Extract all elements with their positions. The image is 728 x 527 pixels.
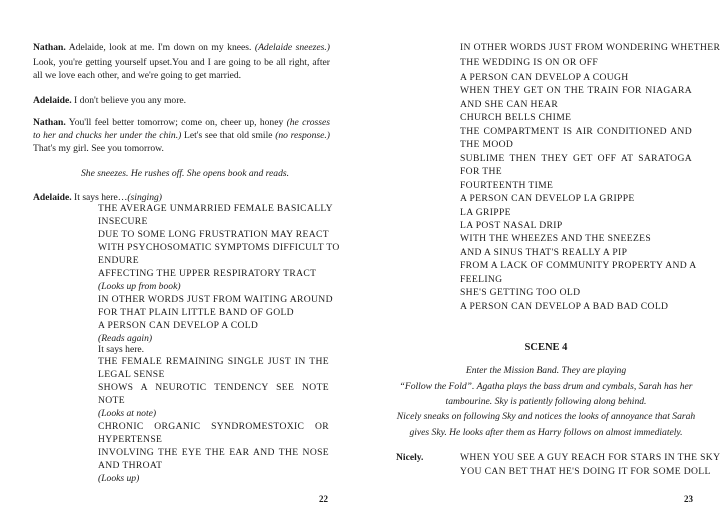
scene-heading: SCENE 4 (524, 342, 568, 353)
nathan-line-1 (33, 42, 330, 54)
lyric-line: FOURTEENTH TIME (460, 180, 554, 191)
scene-direction-line: Enter the Mission Band. They are playing (465, 365, 627, 376)
lyric-line: A PERSON CAN DEVELOP A BAD BAD COLD (460, 301, 669, 312)
lyric-line: A PERSON CAN DEVELOP A COUGH (460, 72, 629, 83)
right-page (364, 0, 728, 527)
scene-direction-line: tambourine. Sky is patiently following along behind. (445, 396, 647, 407)
lyric-line: LEGAL SENSE (98, 369, 165, 380)
stage-direction-inline: (Looks up from book) (98, 281, 181, 292)
lyric-line: SHOWS A NEUROTIC TENDENCY SEE NOTE (98, 382, 329, 393)
speaker-nathan: Nathan. (33, 117, 66, 128)
lyric-line: INVOLVING THE EYE THE EAR AND THE NOSE (98, 447, 329, 458)
stage-direction-inline: (he crosses (286, 117, 330, 128)
lyric-line: CHURCH BELLS CHIME (460, 112, 572, 123)
dialogue-text: Adelaide, look at me. I'm down on my knees. (65, 42, 252, 53)
lyric-line: SHE'S GETTING TOO OLD (460, 287, 581, 298)
page-number: 23 (684, 494, 693, 504)
lyric-line: LA POST NASAL DRIP (460, 220, 563, 231)
lyric-line: WITH THE WHEEZES AND THE SNEEZES (460, 233, 652, 244)
nathan2-line-3: That's my girl. See you tomorrow. (33, 143, 164, 154)
scene-direction-line: Nicely sneaks on following Sky and notices the looks of annoyance that Sarah (396, 411, 696, 422)
speaker-nicely: Nicely. (396, 452, 424, 463)
stage-direction-inline: (Adelaide sneezes.) (254, 42, 330, 53)
lyric-line: IN OTHER WORDS JUST FROM WONDERING WHETHER (460, 42, 721, 53)
lyric-line: THE FEMALE REMAINING SINGLE JUST IN THE (98, 356, 329, 367)
lyric-line: AND THROAT (98, 460, 163, 471)
lyric-line: THE COMPARTMENT IS AIR CONDITIONED AND (460, 126, 692, 137)
stage-direction-inline: (singing) (127, 192, 162, 203)
scene-direction-line: “Follow the Fold”. Agatha plays the bass drum and cymbals, Sarah has her (399, 381, 693, 392)
lyric-line: THE WEDDING IS ON OR OFF (460, 57, 599, 68)
lyric-line: A PERSON CAN DEVELOP LA GRIPPE (460, 193, 635, 204)
scene-direction-line: gives Sky. He looks after them as Harry follows on almost immediately. (409, 427, 683, 438)
lyric-line: NOTE (98, 395, 125, 406)
lyric-line: DUE TO SOME LONG FRUSTRATION MAY REACT (98, 229, 329, 240)
lyric-line: WHEN YOU SEE A GUY REACH FOR STARS IN THE SKY (460, 452, 721, 463)
lyric-line: FEELING (460, 274, 503, 285)
lyric-line: AND A SINUS THAT'S REALLY A PIP (460, 247, 628, 258)
lyric-line: YOU CAN BET THAT HE'S DOING IT FOR SOME DOLL (460, 466, 711, 477)
lyric-line: AFFECTING THE UPPER RESPIRATORY TRACT (98, 268, 317, 279)
stage-direction-inline: (no response.) (275, 130, 330, 141)
dialogue-text: I don't believe you any more. (71, 95, 187, 106)
stage-direction-inline: (Looks at note) (98, 408, 157, 419)
lyric-line: THE MOOD (460, 139, 514, 150)
dialogue-text: It says here… (71, 192, 128, 203)
page-number: 22 (319, 494, 328, 504)
lyric-line: IN OTHER WORDS JUST FROM WAITING AROUND (98, 294, 333, 305)
dialogue-text: You'll feel better tomorrow; come on, cheer up, honey (65, 117, 284, 128)
lyric-line: A PERSON CAN DEVELOP A COLD (98, 320, 259, 331)
lyric-line: CHRONIC ORGANIC SYNDROMESTOXIC OR (98, 421, 329, 432)
lyric-line: FOR THE (460, 166, 502, 177)
stage-direction-inline: (Reads again) (98, 333, 153, 344)
nathan-line-2: Look, you're getting yourself upset.You and I are going to be all right, after (33, 57, 330, 68)
lyric-line: FROM A LACK OF COMMUNITY PROPERTY AND A (460, 260, 697, 271)
adelaide-line (33, 95, 186, 107)
speaker-adelaide: Adelaide. (33, 95, 72, 106)
lyric-line: SUBLIME THEN THEY GET OFF AT SARATOGA (460, 153, 692, 164)
lyric-line: It says here. (98, 344, 145, 355)
stage-direction-inline: to her and chucks her under the chin.) (33, 130, 182, 141)
lyric-line: WHEN THEY GET ON THE TRAIN FOR NIAGARA (460, 85, 692, 96)
lyric-line: LA GRIPPE (460, 207, 511, 218)
dialogue-text: Let's see that old smile (181, 130, 273, 141)
lyric-line: INSECURE (98, 216, 148, 227)
lyric-line: WITH PSYCHOSOMATIC SYMPTOMS DIFFICULT TO (98, 242, 340, 253)
speaker-adelaide: Adelaide. (33, 192, 72, 203)
lyric-line: FOR THAT PLAIN LITTLE BAND OF GOLD (98, 307, 294, 318)
stage-direction: She sneezes. He rushes off. She opens book and reads. (81, 168, 290, 179)
nathan-line-3: all we love each other, and we're going to get married. (33, 70, 242, 81)
nathan2-line-2 (33, 130, 330, 142)
lyric-line: THE AVERAGE UNMARRIED FEMALE BASICALLY (98, 203, 333, 214)
stage-direction-inline: (Looks up) (98, 473, 140, 484)
speaker-nathan: Nathan. (33, 42, 66, 53)
lyric-line: AND SHE CAN HEAR (460, 99, 559, 110)
lyric-line: ENDURE (98, 255, 140, 266)
lyric-line: HYPERTENSE (98, 434, 163, 445)
nathan2-line-1 (33, 117, 330, 129)
